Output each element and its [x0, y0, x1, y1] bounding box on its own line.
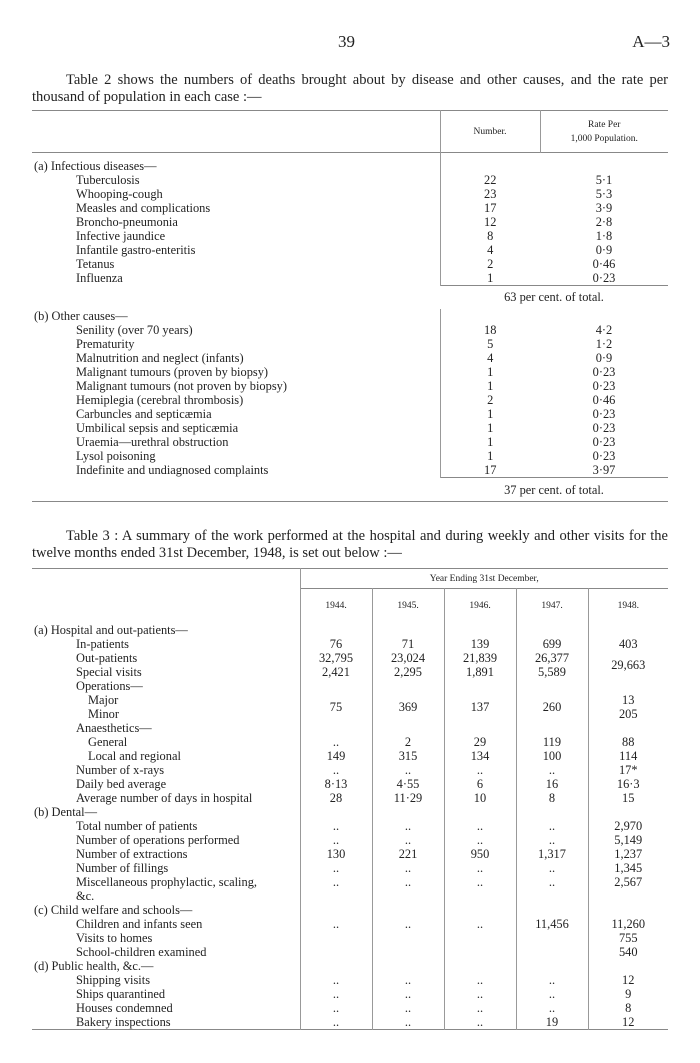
value-1946: 134 — [444, 749, 516, 763]
value-1947: 119 — [516, 735, 588, 749]
year-1944-header: 1944. — [300, 589, 372, 623]
value-1946: 29 — [444, 735, 516, 749]
row-label: Average number of days in hospital — [76, 790, 253, 805]
value-1947: .. — [516, 973, 588, 987]
row-label: Infantile gastro-enteritis — [76, 242, 196, 257]
value-1945: 23,024 — [372, 651, 444, 665]
death-rate: 5·1 — [595, 172, 613, 187]
value-1947: 699 — [516, 637, 588, 651]
value-1944 — [300, 931, 372, 945]
value-1947: 26,377 — [516, 651, 588, 665]
table-row — [32, 449, 668, 463]
row-label: Uraemia—urethral obstruction — [76, 435, 229, 449]
death-count: 22 — [440, 173, 540, 187]
page-reference: A—3 — [632, 32, 670, 51]
value-1948: 2,970 — [588, 819, 668, 833]
value-1946: .. — [444, 973, 516, 987]
table3-stub-header — [32, 569, 300, 623]
row-label: Shipping visits — [76, 972, 151, 987]
rate-header — [540, 111, 668, 153]
value-1945: .. — [372, 861, 444, 875]
table-row — [32, 833, 668, 847]
table-row — [32, 791, 668, 805]
table-row — [32, 973, 668, 987]
value-1945: 4·55 — [372, 777, 444, 791]
table-row — [32, 665, 668, 679]
value-1945: .. — [372, 875, 444, 889]
year-1946-header: 1946. — [444, 589, 516, 623]
row-label: Malignant tumours (not proven by biopsy) — [76, 379, 287, 393]
value-1945: 221 — [372, 847, 444, 861]
value-1944: .. — [300, 763, 372, 777]
death-count: 1 — [440, 421, 540, 435]
death-count: 18 — [440, 323, 540, 337]
death-rate: 0·23 — [592, 407, 616, 421]
value-1945: 11·29 — [372, 791, 444, 805]
table-row — [32, 735, 668, 749]
value-1948: 540 — [588, 945, 668, 959]
row-label: Whooping-cough — [76, 186, 163, 201]
value-1947: 260 — [516, 693, 588, 721]
death-rate: 0·23 — [592, 421, 616, 435]
table-row — [32, 393, 668, 407]
row-label: General — [88, 734, 128, 749]
operations-label: Operations— — [76, 678, 143, 693]
row-label: Major — [88, 692, 119, 707]
death-rate: 0·23 — [592, 379, 616, 393]
row-label: Tetanus — [76, 256, 115, 271]
anaesthetics-label: Anaesthetics— — [76, 720, 152, 735]
value-1944: 32,795 — [300, 651, 372, 665]
year-1948-header: 1948. — [588, 589, 668, 623]
value-1946: .. — [444, 861, 516, 875]
table-row — [32, 819, 668, 833]
value-1944 — [300, 945, 372, 959]
work-summary-table — [32, 568, 668, 1044]
death-count: 5 — [440, 337, 540, 351]
table-row — [32, 435, 668, 449]
death-rate: 1·2 — [595, 337, 613, 351]
death-rate: 0·23 — [592, 449, 616, 463]
death-rate: 0·23 — [592, 270, 616, 285]
value-1946: 1,891 — [444, 665, 516, 679]
death-count: 1 — [440, 271, 540, 286]
value-1946: 139 — [444, 637, 516, 651]
death-count: 1 — [440, 365, 540, 379]
value-1948-combined: 29,663 — [588, 651, 668, 679]
misc-continuation: &c. — [76, 888, 95, 903]
value-1948: 13 — [588, 693, 668, 707]
death-count: 8 — [440, 229, 540, 243]
table-row — [32, 243, 668, 257]
value-1944: 130 — [300, 847, 372, 861]
section-infectious: (a) Infectious diseases— — [34, 158, 157, 173]
row-label: Number of x-rays — [76, 762, 165, 777]
row-label: Number of extractions — [76, 846, 188, 861]
page-number: 39 — [338, 32, 355, 51]
value-1945 — [372, 931, 444, 945]
death-count: 2 — [440, 393, 540, 407]
value-1948: 17* — [588, 763, 668, 777]
value-1948: 8 — [588, 1001, 668, 1015]
value-1945: .. — [372, 1001, 444, 1015]
value-1948: 2,567 — [588, 875, 668, 889]
row-label: Infective jaundice — [76, 228, 166, 243]
table-row — [32, 215, 668, 229]
death-rate: 1·8 — [595, 228, 613, 243]
value-1948: 15 — [588, 791, 668, 805]
table2-stub-header — [32, 111, 440, 153]
table-row — [32, 323, 668, 337]
death-rate: 2·8 — [595, 214, 613, 229]
table-row — [32, 651, 668, 665]
section-dental: (b) Dental— — [34, 804, 97, 819]
table-row — [32, 463, 668, 478]
value-1944: .. — [300, 875, 372, 889]
value-1945: .. — [372, 819, 444, 833]
value-1946: .. — [444, 1001, 516, 1015]
value-1945: .. — [372, 987, 444, 1001]
value-1948: 1,237 — [588, 847, 668, 861]
row-label: Minor — [88, 706, 119, 721]
death-rate: 5·3 — [595, 186, 613, 201]
death-count: 23 — [440, 187, 540, 201]
table-row — [32, 763, 668, 777]
table-row — [32, 257, 668, 271]
value-1946: .. — [444, 1015, 516, 1030]
infectious-total: 63 per cent. of total. — [440, 285, 668, 309]
table-row — [32, 693, 668, 707]
value-1946: .. — [444, 987, 516, 1001]
value-1948: 11,260 — [588, 917, 668, 931]
death-rate: 0·9 — [595, 351, 613, 365]
value-1948: 114 — [588, 749, 668, 763]
table-row — [32, 749, 668, 763]
death-rate: 3·97 — [592, 463, 616, 477]
value-1947: 11,456 — [516, 917, 588, 931]
row-label: Prematurity — [76, 337, 135, 351]
value-1947: .. — [516, 875, 588, 889]
table-row — [32, 1001, 668, 1015]
value-1948: 12 — [588, 973, 668, 987]
table-row — [32, 351, 668, 365]
death-count: 12 — [440, 215, 540, 229]
value-1948: 16·3 — [588, 777, 668, 791]
value-1947: 100 — [516, 749, 588, 763]
table-row — [32, 229, 668, 243]
death-count: 1 — [440, 449, 540, 463]
table-row — [32, 875, 668, 889]
value-1945 — [372, 945, 444, 959]
row-label: In-patients — [76, 636, 129, 651]
section-other-causes: (b) Other causes— — [34, 309, 128, 323]
value-1948: 205 — [588, 707, 668, 721]
value-1948: 12 — [588, 1015, 668, 1030]
value-1945: .. — [372, 973, 444, 987]
death-count: 2 — [440, 257, 540, 271]
section-hospital: (a) Hospital and out-patients— — [34, 622, 188, 637]
row-label: Indefinite and undiagnosed complaints — [76, 463, 269, 478]
table3-intro: Table 3 : A summary of the work performed at the hospital and during weekly and other visits for the twelve months ended 31st December, 1948, is set out below :— — [32, 528, 668, 561]
value-1944: 75 — [300, 693, 372, 721]
table-row — [32, 421, 668, 435]
value-1946 — [444, 945, 516, 959]
table-row — [32, 861, 668, 875]
section-child-welfare: (c) Child welfare and schools— — [34, 902, 193, 917]
value-1946 — [444, 931, 516, 945]
death-count: 1 — [440, 435, 540, 449]
row-label: Senility (over 70 years) — [76, 323, 193, 337]
value-1946: 10 — [444, 791, 516, 805]
row-label: Daily bed average — [76, 776, 167, 791]
value-1944: .. — [300, 987, 372, 1001]
value-1947: .. — [516, 861, 588, 875]
death-count: 4 — [440, 351, 540, 365]
table-row — [32, 637, 668, 651]
value-1946: .. — [444, 917, 516, 931]
value-1945: .. — [372, 833, 444, 847]
value-1944: .. — [300, 833, 372, 847]
value-1947: .. — [516, 763, 588, 777]
value-1945: .. — [372, 917, 444, 931]
table2-intro: Table 2 shows the numbers of deaths brought about by disease and other causes, and the rate per thousand of population in each case :— — [32, 72, 668, 105]
row-label: Ships quarantined — [76, 986, 166, 1001]
number-header: Number. — [440, 111, 540, 153]
row-label: Miscellaneous prophylactic, scaling, — [76, 874, 257, 889]
row-label: Hemiplegia (cerebral thrombosis) — [76, 393, 244, 407]
table-row — [32, 987, 668, 1001]
value-1947: 8 — [516, 791, 588, 805]
value-1947: 1,317 — [516, 847, 588, 861]
value-1947: 5,589 — [516, 665, 588, 679]
death-rate: 0·9 — [595, 242, 613, 257]
value-1948: 5,149 — [588, 833, 668, 847]
row-label: Malignant tumours (proven by biopsy) — [76, 365, 269, 379]
row-label: Number of operations performed — [76, 832, 240, 847]
death-rate: 0·23 — [592, 365, 616, 379]
value-1946: .. — [444, 833, 516, 847]
value-1945: 315 — [372, 749, 444, 763]
row-label: Broncho-pneumonia — [76, 214, 178, 229]
value-1947: 16 — [516, 777, 588, 791]
row-label: Measles and complications — [76, 200, 211, 215]
value-1946: .. — [444, 763, 516, 777]
value-1944: .. — [300, 735, 372, 749]
death-rate: 0·46 — [592, 393, 616, 407]
year-1947-header: 1947. — [516, 589, 588, 623]
rate-header-line2: 1,000 Population. — [570, 133, 638, 144]
table-row — [32, 187, 668, 201]
value-1944: 28 — [300, 791, 372, 805]
value-1948: 755 — [588, 931, 668, 945]
value-1946: 137 — [444, 693, 516, 721]
value-1945: 2,295 — [372, 665, 444, 679]
row-label: Influenza — [76, 270, 123, 285]
row-label: Bakery inspections — [76, 1014, 171, 1029]
table-row — [32, 917, 668, 931]
row-label: Total number of patients — [76, 818, 198, 833]
value-1947: 19 — [516, 1015, 588, 1030]
value-1946: 950 — [444, 847, 516, 861]
death-rate: 0·23 — [592, 435, 616, 449]
other-total: 37 per cent. of total. — [440, 478, 668, 502]
value-1947 — [516, 945, 588, 959]
table-row — [32, 201, 668, 215]
table-row — [32, 365, 668, 379]
table-row — [32, 945, 668, 959]
row-label: Local and regional — [88, 748, 181, 763]
value-1944: .. — [300, 973, 372, 987]
rate-header-line1: Rate Per — [588, 119, 621, 130]
row-label: Umbilical sepsis and septicæmia — [76, 421, 239, 435]
value-1944: .. — [300, 1015, 372, 1030]
value-1948: 9 — [588, 987, 668, 1001]
table-row — [32, 271, 668, 286]
death-count: 4 — [440, 243, 540, 257]
row-label: Lysol poisoning — [76, 449, 156, 463]
value-1948: 1,345 — [588, 861, 668, 875]
death-count: 17 — [440, 463, 540, 478]
value-1948: 403 — [588, 637, 668, 651]
value-1944: .. — [300, 861, 372, 875]
value-1947: .. — [516, 833, 588, 847]
section-public-health: (d) Public health, &c.— — [34, 958, 154, 973]
death-count: 17 — [440, 201, 540, 215]
year-ending-header: Year Ending 31st December, — [300, 569, 668, 589]
value-1947: .. — [516, 987, 588, 1001]
death-rate: 4·2 — [595, 323, 613, 337]
row-label: Out-patients — [76, 650, 138, 665]
value-1946: 6 — [444, 777, 516, 791]
value-1946: 21,839 — [444, 651, 516, 665]
row-label: Number of fillings — [76, 860, 169, 875]
value-1944: 2,421 — [300, 665, 372, 679]
death-rate: 3·9 — [595, 200, 613, 215]
death-rate: 0·46 — [592, 256, 616, 271]
value-1946: .. — [444, 875, 516, 889]
value-1945: .. — [372, 1015, 444, 1030]
value-1947: .. — [516, 1001, 588, 1015]
value-1944: .. — [300, 819, 372, 833]
table-row — [32, 407, 668, 421]
row-label: Children and infants seen — [76, 916, 203, 931]
row-label: Carbuncles and septicæmia — [76, 407, 212, 421]
value-1947: .. — [516, 819, 588, 833]
value-1947 — [516, 931, 588, 945]
table-row — [32, 337, 668, 351]
row-label: Tuberculosis — [76, 172, 140, 187]
table-row — [32, 847, 668, 861]
table-row — [32, 931, 668, 945]
row-label: Special visits — [76, 664, 142, 679]
year-1945-header: 1945. — [372, 589, 444, 623]
death-count: 1 — [440, 407, 540, 421]
death-count: 1 — [440, 379, 540, 393]
value-1946: .. — [444, 819, 516, 833]
value-1944: 8·13 — [300, 777, 372, 791]
value-1944: .. — [300, 1001, 372, 1015]
value-1945: 2 — [372, 735, 444, 749]
deaths-table — [32, 110, 668, 516]
value-1944: .. — [300, 917, 372, 931]
row-label: School-children examined — [76, 944, 207, 959]
row-label: Malnutrition and neglect (infants) — [76, 351, 244, 365]
row-label: Visits to homes — [76, 930, 153, 945]
row-label: Houses condemned — [76, 1000, 173, 1015]
table-row — [32, 777, 668, 791]
value-1945: .. — [372, 763, 444, 777]
value-1945: 71 — [372, 637, 444, 651]
table-row — [32, 1015, 668, 1030]
value-1944: 76 — [300, 637, 372, 651]
table-row — [32, 173, 668, 187]
value-1944: 149 — [300, 749, 372, 763]
value-1948: 88 — [588, 735, 668, 749]
table-row — [32, 379, 668, 393]
value-1945: 369 — [372, 693, 444, 721]
